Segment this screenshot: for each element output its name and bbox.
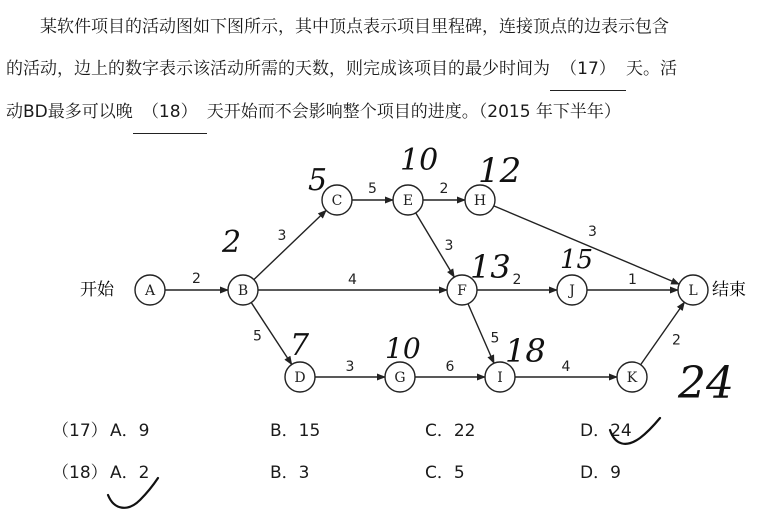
handwritten-J: 15	[560, 245, 594, 275]
edge-weight-K-L: 2	[672, 332, 681, 349]
edge-weight-E-F: 3	[444, 238, 454, 254]
node-D	[285, 362, 315, 392]
node-A	[135, 275, 165, 305]
handwritten-C: 5	[308, 163, 328, 198]
node-label-L: L	[688, 283, 698, 299]
node-label-I: I	[497, 370, 503, 386]
edge-weight-F-J: 2	[512, 272, 522, 288]
node-label-C: C	[331, 193, 343, 209]
node-G	[385, 362, 415, 392]
option-18-a[interactable]: A．2	[110, 463, 150, 483]
handwritten-F: 13	[470, 248, 511, 286]
question-line-3-text: 动BD最多可以晚	[6, 102, 133, 122]
node-K	[617, 362, 647, 392]
node-label-H: H	[473, 193, 487, 209]
node-label-D: D	[294, 370, 306, 386]
edge-weight-J-L: 1	[628, 272, 637, 288]
node-J	[557, 275, 587, 305]
question-line-3-tail: 天开始而不会影响整个项目的进度。（2015 年下半年）	[206, 102, 621, 122]
node-label-F: F	[457, 283, 467, 299]
option-18-c[interactable]: C．5	[425, 463, 465, 483]
edge-weight-G-I: 6	[445, 359, 455, 375]
edge-weight-B-C: 3	[277, 228, 287, 244]
node-label-E: E	[402, 193, 414, 209]
handwritten-H: 12	[478, 151, 522, 191]
option-17-a[interactable]: A．9	[110, 421, 150, 441]
edge-weight-B-D: 5	[253, 328, 262, 345]
option-18-b[interactable]: B．3	[270, 463, 310, 483]
node-label-A: A	[144, 283, 156, 299]
node-label-B: B	[237, 283, 249, 299]
blank-17: （17）	[550, 48, 626, 91]
node-label-G: G	[394, 370, 406, 386]
handwritten-B: 2	[222, 225, 242, 260]
handwritten-I: 18	[505, 332, 546, 370]
start-label: 开始	[80, 280, 114, 300]
node-label-J: J	[569, 283, 575, 299]
question-line-1-text: 某软件项目的活动图如下图所示，其中顶点表示项目里程碑，连接顶点的边表示包含	[40, 17, 669, 37]
option-18-number: （18）	[52, 463, 108, 483]
option-17-number: （17）	[52, 421, 108, 441]
handwritten-E: 10	[400, 143, 439, 178]
node-E	[393, 185, 423, 215]
node-label-K: K	[626, 370, 638, 386]
edge-weight-C-E: 5	[368, 181, 377, 197]
edge-weight-F-I: 5	[490, 330, 500, 347]
edge-B-C	[254, 210, 326, 279]
option-17-d[interactable]: D．24	[580, 421, 632, 441]
node-L	[678, 275, 708, 305]
edge-weight-A-B: 2	[192, 271, 201, 287]
handwritten-D: 7	[290, 328, 310, 363]
question-line-2-tail: 天。活	[626, 59, 677, 79]
option-17-b[interactable]: B．15	[270, 421, 321, 441]
edge-weight-D-G: 3	[345, 359, 355, 375]
edge-weight-H-L: 3	[588, 224, 597, 240]
handwritten-total: 24	[678, 358, 734, 409]
handwritten-G: 10	[385, 332, 421, 365]
edge-weight-I-K: 4	[561, 359, 571, 375]
question-line-2-text: 的活动，边上的数字表示该活动所需的天数，则完成该项目的最少时间为	[6, 59, 550, 79]
end-label: 结束	[712, 280, 746, 300]
edge-weight-B-F: 4	[348, 272, 357, 288]
option-18-d[interactable]: D．9	[580, 463, 621, 483]
node-B	[228, 275, 258, 305]
edge-weight-E-H: 2	[439, 181, 449, 197]
option-17-c[interactable]: C．22	[425, 421, 476, 441]
blank-18: （18）	[133, 91, 207, 134]
